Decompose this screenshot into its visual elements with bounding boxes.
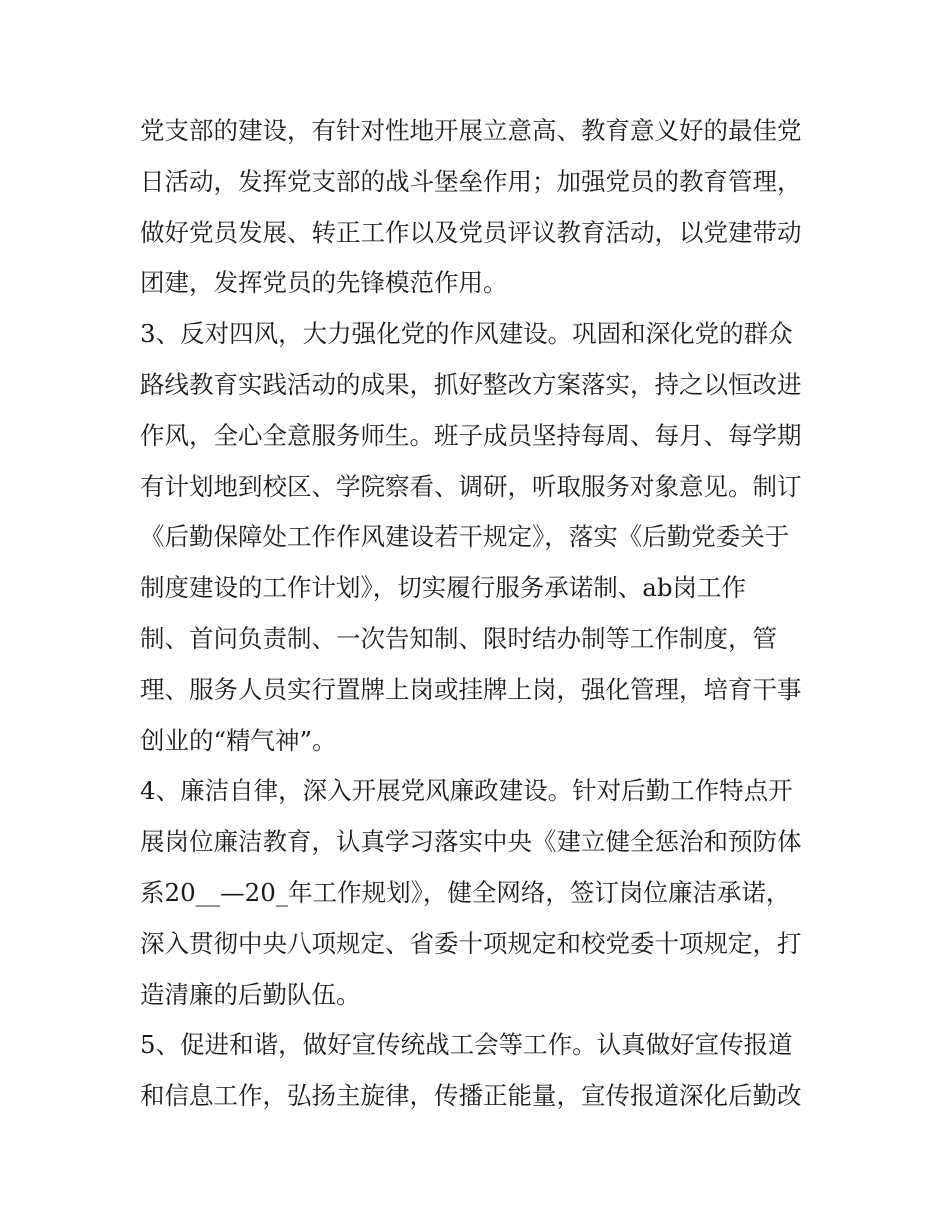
text-line: 《后勤保障处工作作风建设若干规定》，落实《后勤党委关于 xyxy=(140,522,790,552)
text-line: 团建，发挥党员的先锋模范作用。 xyxy=(140,268,508,298)
text-line: 党支部的建设，有针对性地开展立意高、教育意义好的最佳党 xyxy=(140,116,802,145)
text-line: 3、反对四风，大力强化党的作风建设。巩固和深化党的群众 xyxy=(140,319,793,349)
text-line: 制、首问负责制、一次告知制、限时结办制等工作制度，管 xyxy=(140,623,777,653)
text-line: 做好党员发展、转正工作以及党员评议教育活动，以党建带动 xyxy=(140,217,802,247)
text-line: 造清廉的后勤队伍。 xyxy=(140,979,361,1009)
text-line: 路线教育实践活动的成果，抓好整改方案落实，持之以恒改进 xyxy=(140,369,802,399)
text-line: 制度建设的工作计划》，切实履行服务承诺制、ab岗工作 xyxy=(140,573,747,603)
text-line: 作风，全心全意服务师生。班子成员坚持每周、每月、每学期 xyxy=(140,420,802,450)
text-line: 系20__—20_年工作规划》，健全网络，签订岗位廉洁承诺， xyxy=(140,877,791,907)
text-line: 理、服务人员实行置牌上岗或挂牌上岗，强化管理，培育干事 xyxy=(140,674,802,704)
text-line: 深入贯彻中央八项规定、省委十项规定和校党委十项规定，打 xyxy=(140,928,802,958)
text-line: 4、廉洁自律，深入开展党风廉政建设。针对后勤工作特点开 xyxy=(140,776,793,806)
text-line: 展岗位廉洁教育，认真学习落实中央《建立健全惩治和预防体 xyxy=(140,827,802,857)
text-line: 和信息工作，弘扬主旋律，传播正能量，宣传报道深化后勤改 xyxy=(140,1081,802,1111)
text-line: 5、促进和谐，做好宣传统战工会等工作。认真做好宣传报道 xyxy=(140,1030,793,1060)
text-line: 日活动，发挥党支部的战斗堡垒作用；加强党员的教育管理， xyxy=(140,166,802,196)
text-line: 有计划地到校区、学院察看、调研，听取服务对象意见。制订 xyxy=(140,471,802,501)
document-body xyxy=(140,106,820,1122)
text-line: 创业的“精气神”。 xyxy=(140,725,337,755)
